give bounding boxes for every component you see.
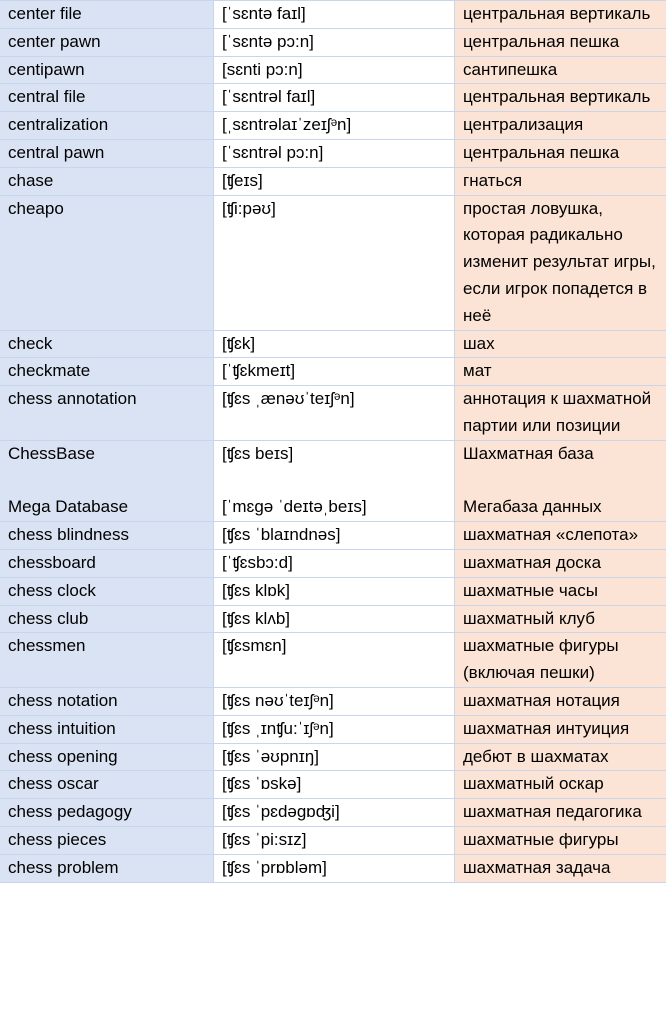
russian-translation: шахматные фигуры [455, 826, 666, 854]
russian-translation: централизация [455, 112, 666, 140]
transcription: [ʧɛs beɪs] [ˈmɛgə ˈdeɪtəˌbeɪs] [214, 440, 455, 521]
table-row [0, 743, 666, 771]
table-row [0, 687, 666, 715]
transcription: [ʧɛs ˈɒskə] [214, 771, 455, 799]
table-row [0, 386, 666, 441]
english-term: center file [0, 1, 214, 29]
russian-translation: шахматная «слепота» [455, 522, 666, 550]
transcription: [ʧɛs ˈəʊpnɪŋ] [214, 743, 455, 771]
table-row [0, 1, 666, 29]
russian-translation: центральная пешка [455, 28, 666, 56]
transcription: [ʧɛs ˈpi:sɪz] [214, 826, 455, 854]
table-row [0, 826, 666, 854]
table-row [0, 854, 666, 882]
transcription: [ˈʧɛkmeɪt] [214, 358, 455, 386]
english-term: chess intuition [0, 715, 214, 743]
table-row [0, 771, 666, 799]
russian-translation: центральная пешка [455, 139, 666, 167]
russian-translation: Шахматная база Мегабаза данных [455, 440, 666, 521]
transcription: [ˈʧɛsbɔ:d] [214, 549, 455, 577]
transcription: [sɛnti pɔ:n] [214, 56, 455, 84]
transcription: [ˈsɛntə pɔ:n] [214, 28, 455, 56]
russian-translation: гнаться [455, 167, 666, 195]
russian-translation: мат [455, 358, 666, 386]
transcription: [ʧɛs klɒk] [214, 577, 455, 605]
english-term: chess annotation [0, 386, 214, 441]
table-row [0, 440, 666, 521]
table-row [0, 358, 666, 386]
russian-translation: шахматная интуиция [455, 715, 666, 743]
table-row [0, 330, 666, 358]
table-row [0, 195, 666, 330]
transcription: [ʧɛs ˈpɛdəgɒʤi] [214, 799, 455, 827]
russian-translation: шахматные часы [455, 577, 666, 605]
russian-translation: шахматная задача [455, 854, 666, 882]
transcription: [ʧɛs nəʊˈteɪʃᵊn] [214, 687, 455, 715]
russian-translation: шахматная педагогика [455, 799, 666, 827]
table-row [0, 28, 666, 56]
russian-translation: шахматная нотация [455, 687, 666, 715]
russian-translation: шахматный оскар [455, 771, 666, 799]
russian-translation: шахматный клуб [455, 605, 666, 633]
transcription: [ʧɛs klʌb] [214, 605, 455, 633]
transcription: [ʧɛs ˈprɒbləm] [214, 854, 455, 882]
russian-translation: аннотация к шахматной партии или позиции [455, 386, 666, 441]
table-row [0, 167, 666, 195]
transcription: [ˌsɛntrəlaɪˈzeɪʃᵊn] [214, 112, 455, 140]
russian-translation: центральная вертикаль [455, 1, 666, 29]
transcription: [ʧɛs ˌɪnʧu:ˈɪʃᵊn] [214, 715, 455, 743]
transcription: [ʧɛk] [214, 330, 455, 358]
transcription: [ˈsɛntrəl pɔ:n] [214, 139, 455, 167]
english-term: chessmen [0, 633, 214, 688]
english-term: chess problem [0, 854, 214, 882]
table-row [0, 799, 666, 827]
russian-translation: шахматная доска [455, 549, 666, 577]
table-row [0, 577, 666, 605]
english-term: chess blindness [0, 522, 214, 550]
transcription: [ʧi:pəʊ] [214, 195, 455, 330]
transcription: [ˈsɛntrəl faɪl] [214, 84, 455, 112]
transcription: [ˈsɛntə faɪl] [214, 1, 455, 29]
table-row [0, 56, 666, 84]
english-term: chess pedagogy [0, 799, 214, 827]
transcription: [ʧeɪs] [214, 167, 455, 195]
table-row [0, 605, 666, 633]
table-row [0, 112, 666, 140]
english-term: cheapo [0, 195, 214, 330]
russian-translation: простая ловушка, которая радикально изменит результат игры, если игрок попадется в неё [455, 195, 666, 330]
english-term: chess oscar [0, 771, 214, 799]
english-term: chessboard [0, 549, 214, 577]
table-row [0, 549, 666, 577]
english-term: centipawn [0, 56, 214, 84]
transcription: [ʧɛs ˌænəʊˈteɪʃᵊn] [214, 386, 455, 441]
russian-translation: центральная вертикаль [455, 84, 666, 112]
english-term: checkmate [0, 358, 214, 386]
russian-translation: сантипешка [455, 56, 666, 84]
english-term: central pawn [0, 139, 214, 167]
english-term: chess pieces [0, 826, 214, 854]
table-row [0, 522, 666, 550]
english-term: chess club [0, 605, 214, 633]
english-term: chess clock [0, 577, 214, 605]
russian-translation: шахматные фигуры (включая пешки) [455, 633, 666, 688]
table-row [0, 715, 666, 743]
english-term: centralization [0, 112, 214, 140]
english-term: check [0, 330, 214, 358]
english-term: ChessBase Mega Database [0, 440, 214, 521]
transcription: [ʧɛs ˈblaɪndnəs] [214, 522, 455, 550]
table-row [0, 139, 666, 167]
table-row [0, 84, 666, 112]
english-term: chase [0, 167, 214, 195]
english-term: central file [0, 84, 214, 112]
transcription: [ʧɛsmɛn] [214, 633, 455, 688]
russian-translation: шах [455, 330, 666, 358]
english-term: chess opening [0, 743, 214, 771]
table-row [0, 633, 666, 688]
english-term: center pawn [0, 28, 214, 56]
english-term: chess notation [0, 687, 214, 715]
russian-translation: дебют в шахматах [455, 743, 666, 771]
